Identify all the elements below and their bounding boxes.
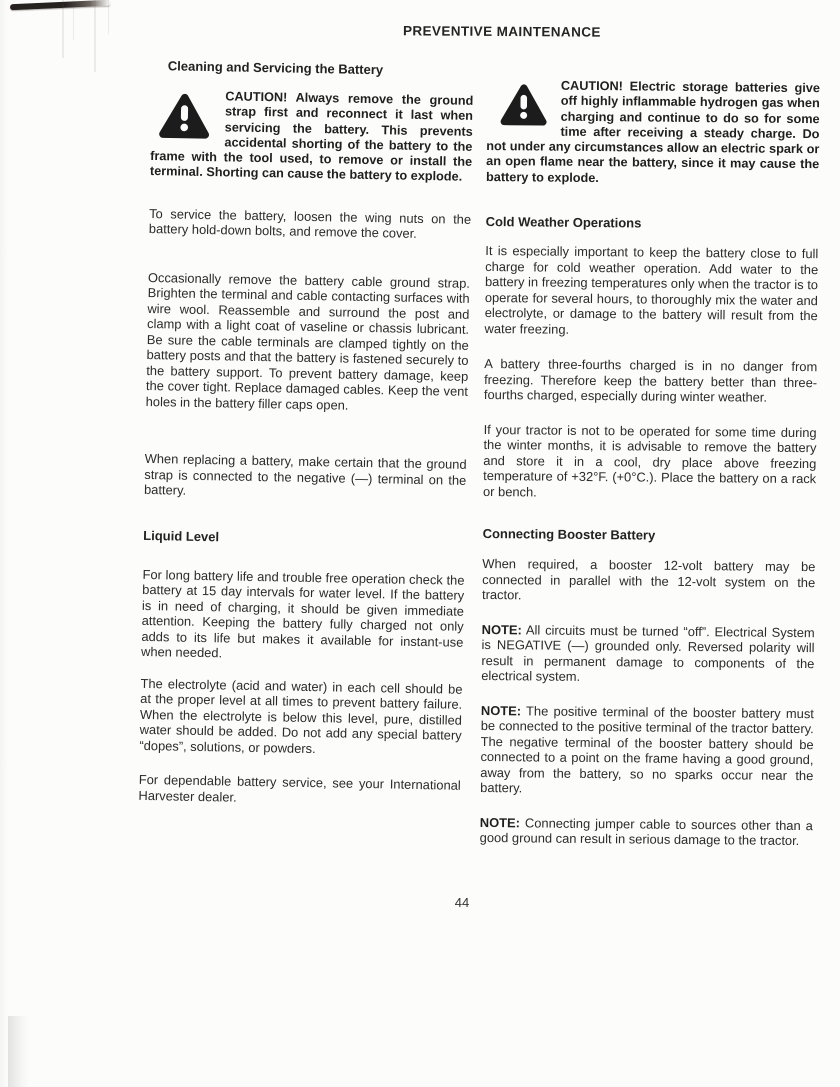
paragraph-full-charge: It is especially important to keep the battery close to full charge for cold weather operation. Add water to the battery in freezing temperatures only when the tractor is to operate for several hours, to thoroughly mix the water and electrolyte, or damage to the battery will result from the water freezing. (484, 243, 819, 337)
note-text: All circuits must be turned “off”. Electrical System is NEGATIVE (—) grounded only. Reversed polarity will result in permanent damage to components of the electrical system. (481, 621, 815, 684)
section-heading-liquid-level: Liquid Level (143, 527, 220, 545)
paragraph-replacing-battery: When replacing a battery, make certain that the ground strap is connected to the negative (—) terminal on the battery. (143, 451, 467, 498)
paragraph-winter-storage: If your tractor is not to be operated for some time during the winter months, it is advisable to remove the battery and store it in a cool, dry place above freezing temperature of +32°F. (+0°C.). Place the battery on a rack or bench. (482, 421, 817, 500)
page-header: PREVENTIVE MAINTENANCE (402, 23, 601, 40)
note-paragraph-jumper-cable (480, 815, 813, 849)
caution-text: Electric storage batteries give off highly inflammable hydrogen gas when charging and continue to do so for some time after receiving a steady charge. Do not under any circumstances allow an electric spark or an open flame near the battery, since it may cause the battery to explode. (485, 79, 821, 185)
scan-streak (94, 0, 96, 72)
note-text: The positive terminal of the booster battery must be connected to the positive terminal of the tractor battery. The negative terminal of the booster battery should be connected to a point on the frame having a good ground, away from the battery, so no sparks occur near the battery. (480, 702, 814, 796)
warning-triangle-icon (499, 81, 549, 129)
caution-label: CAUTION! (225, 89, 288, 105)
note-text: Connecting jumper cable to sources other than a good ground can result in serious damage to the tractor. (479, 814, 813, 849)
note-label: NOTE: (479, 814, 521, 830)
warning-triangle-icon (156, 90, 212, 143)
page-edge-shadow (0, 0, 8, 1087)
paragraph-electrolyte: The electrolyte (acid and water) in each cell should be at the proper level at all times to prevent battery failure. When the electrolyte is below this level, pure, distilled water should be added. Do not add any special battery “dopes”, solutions, or powders. (139, 675, 463, 756)
note-paragraph-positive-terminal (480, 703, 814, 799)
page-edge-shadow (8, 1016, 30, 1087)
page-number: 44 (454, 895, 470, 910)
section-heading-booster-battery: Connecting Booster Battery (482, 526, 656, 543)
left-column (138, 58, 474, 809)
note-paragraph-circuits-off (481, 622, 815, 687)
paragraph-service-battery: To service the battery, loosen the wing nuts on the battery hold-down bolts, and remove the cover. (148, 205, 472, 242)
paragraph-cable-ground-strap: Occasionally remove the battery cable ground strap. Brighten the terminal and cable contacting surfaces with wire wool. Reassemble and surround the post and clamp with a light coat of vaseline or chassis lubricant. Be sure the cable terminals are clamped tightly on the battery posts and that the battery is fastened securely to the battery support. To prevent battery damage, keep the cover tight. Replace damaged cables. Keep the vent holes in the battery filler caps open. (145, 269, 471, 413)
scan-streak (108, 0, 109, 34)
note-label: NOTE: (480, 702, 522, 718)
paragraph-booster-parallel: When required, a booster 12-volt battery may be connected in parallel with the 12-volt system on the tractor. (481, 556, 816, 603)
paragraph-dealer-service: For dependable battery service, see your International Harvester dealer. (138, 772, 461, 805)
section-heading-cold-weather: Cold Weather Operations (485, 214, 642, 231)
right-column (480, 78, 820, 849)
scan-streak (73, 0, 74, 40)
caution-paragraph-ground-strap (150, 88, 474, 186)
paragraph-three-fourths-charged: A battery three-fourths charged is in no danger from freezing. Therefore keep the battery better than three-fourths charged, especially during winter weather. (483, 356, 818, 405)
paragraph-battery-life: For long battery life and trouble free operation check the battery at 15 day intervals for water level. If the battery is in need of charging, it should be given immediate attention. Keeping the battery fully charged not only adds to its life but makes it available for instant-use when needed. (140, 566, 465, 661)
caution-label: CAUTION! (560, 78, 624, 94)
caution-paragraph-hydrogen-gas (486, 78, 820, 188)
note-label: NOTE: (481, 621, 522, 637)
caution-text: Always remove the ground strap first and reconnect it last when servicing the battery. This prevents accidental shorting of the battery to the frame with the tool used, to remove or install the terminal. Shorting can cause the battery to explode. (149, 90, 474, 185)
scan-streak (62, 0, 64, 58)
section-heading-cleaning-battery: Cleaning and Servicing the Battery (167, 58, 384, 78)
